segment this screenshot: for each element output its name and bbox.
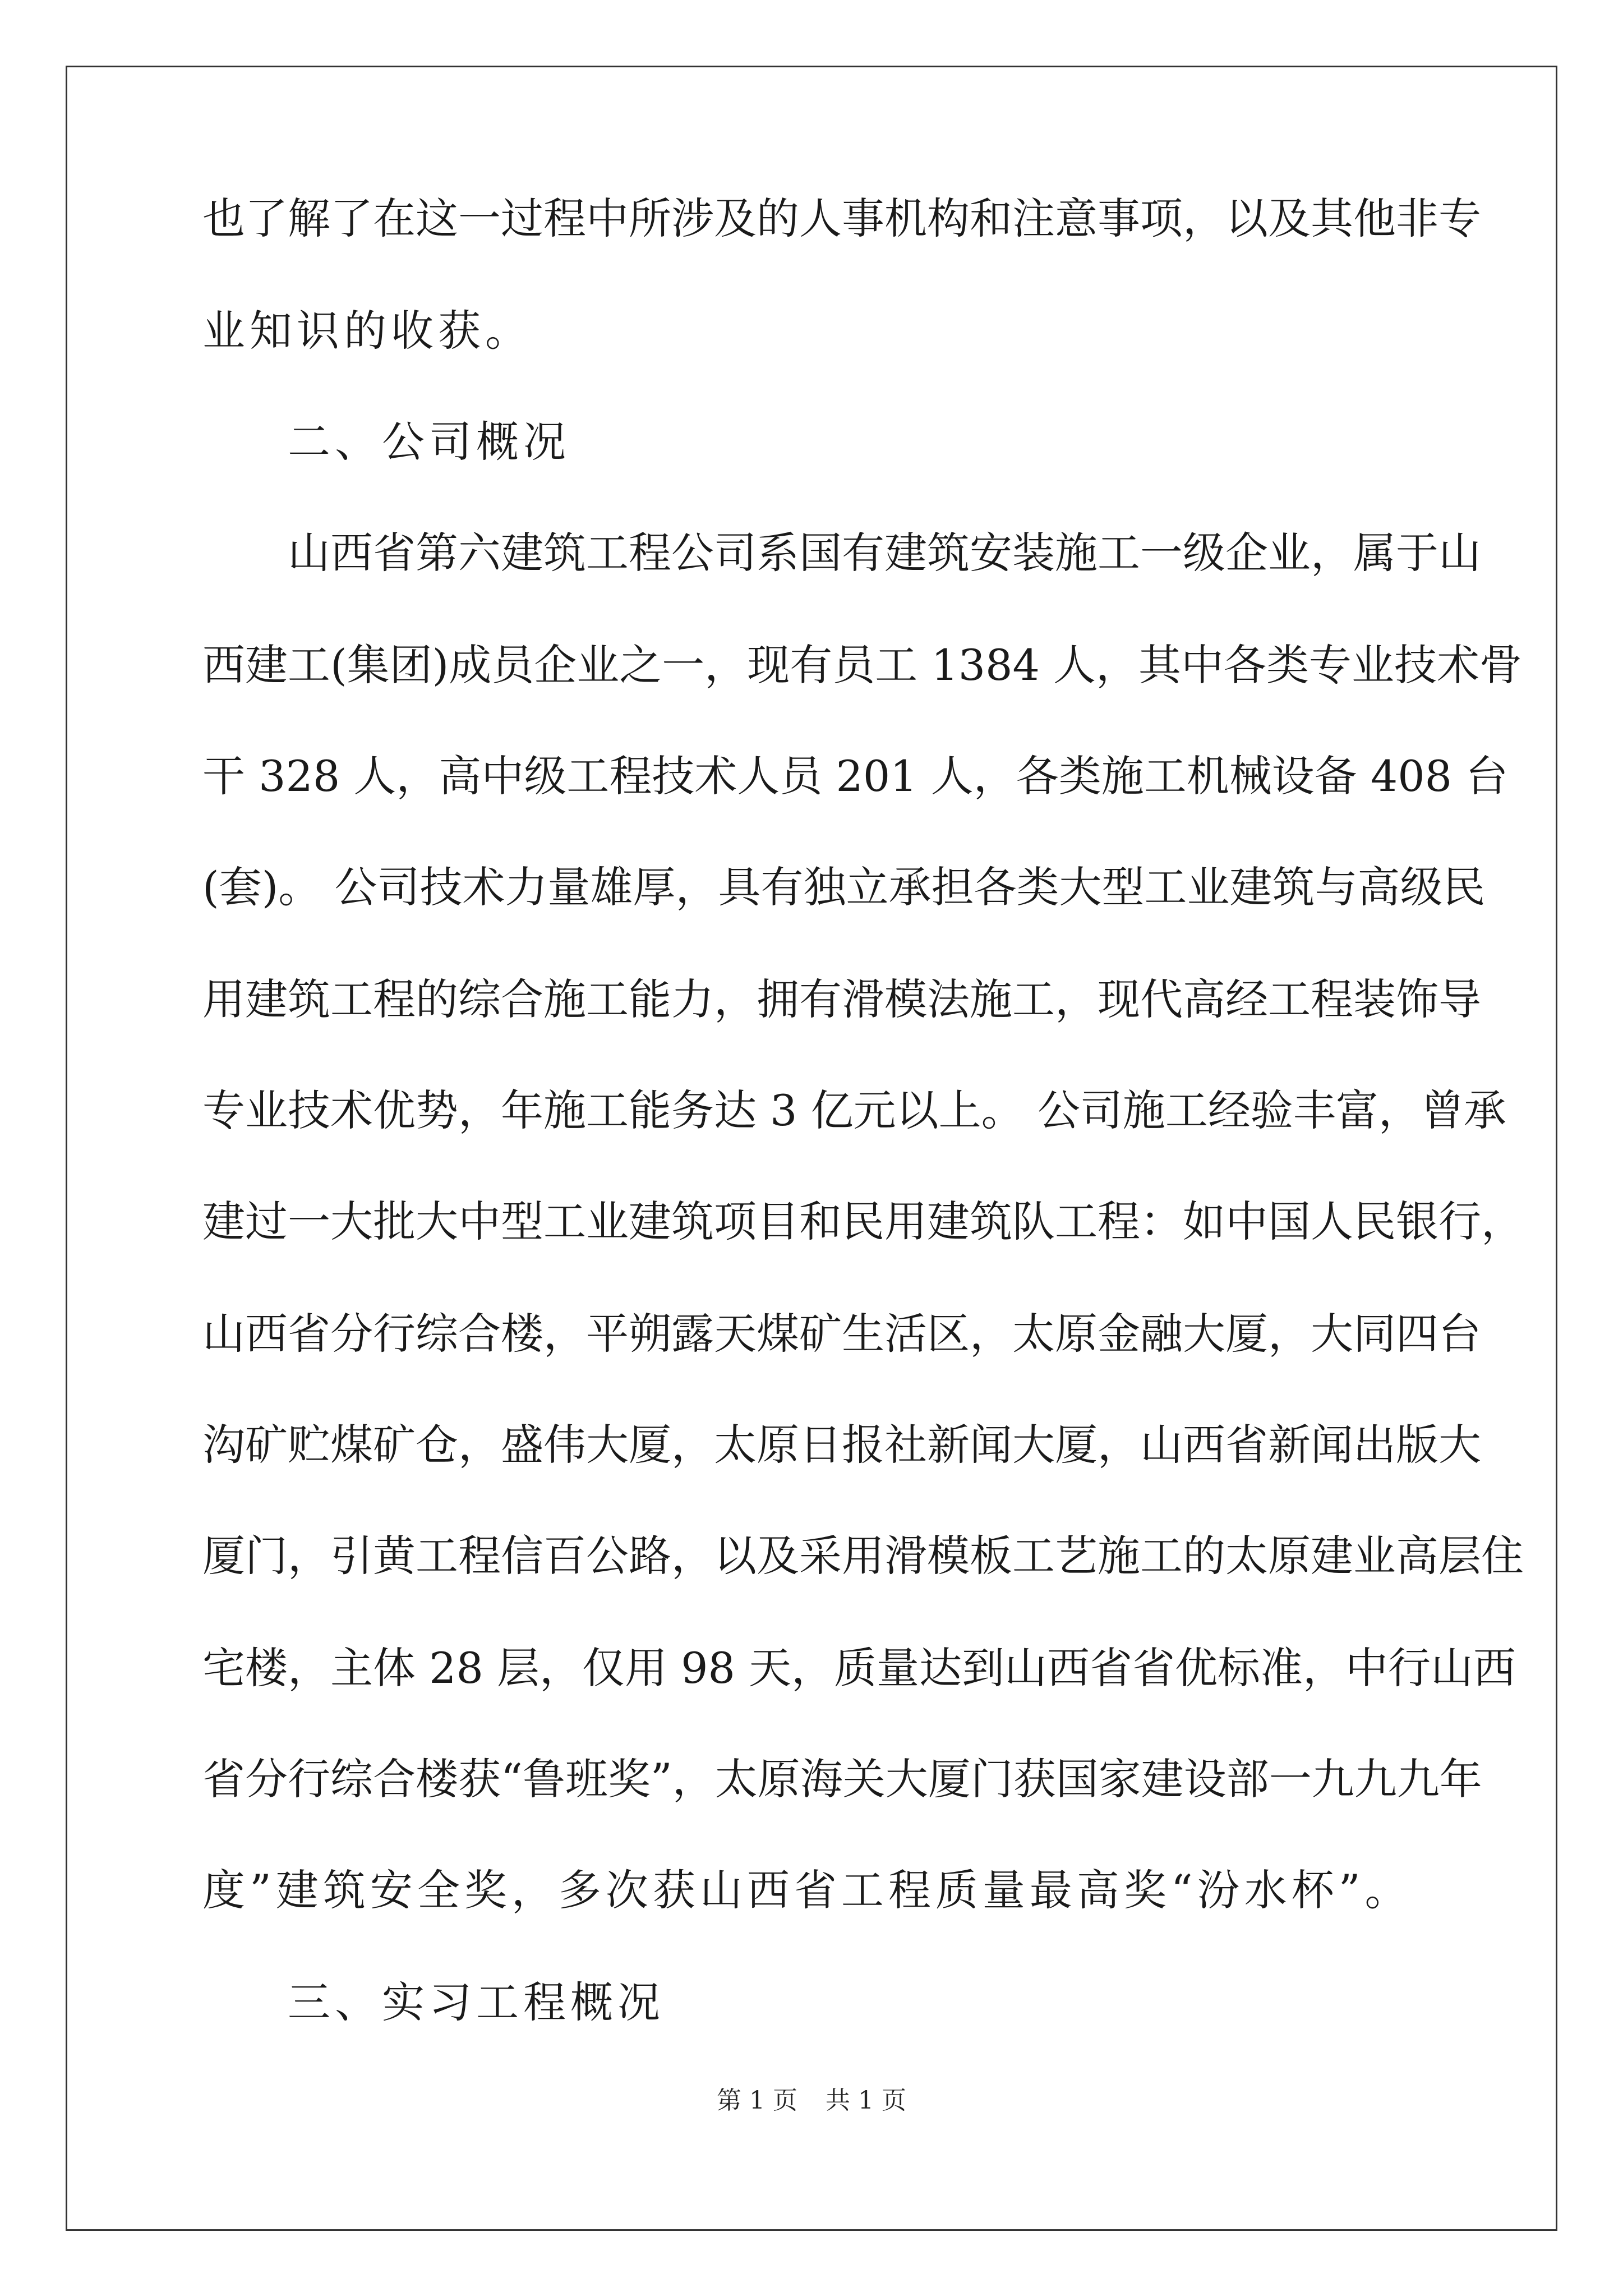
page-footer (0, 2084, 1623, 2118)
text-line: 厦门，引黄工程信百公路，以及采用滑模板工艺施工的太原建业高层住 (202, 1531, 1524, 1581)
text-line: 用建筑工程的综合施工能力，拥有滑模法施工，现代高经工程装饰导 (202, 974, 1481, 1024)
text-line: 山西省第六建筑工程公司系国有建筑安装施工一级企业，属于山 (288, 528, 1481, 578)
page-number: 第 1 页 (717, 2086, 797, 2115)
text-line: 山西省分行综合楼，平朔露天煤矿生活区，太原金融大厦，大同四台 (202, 1309, 1481, 1359)
text-line: 沟矿贮煤矿仓，盛伟大厦，太原日报社新闻大厦，山西省新闻出版大 (202, 1420, 1481, 1470)
text-line: (套)。 公司技术力量雄厚，具有独立承担各类大型工业建筑与高级民 (202, 862, 1486, 912)
text-line: 专业技术优势，年施工能务达 3 亿元以上。 公司施工经验丰富，曾承 (202, 1085, 1506, 1135)
section-heading: 二、公司概况 (288, 417, 570, 467)
text-line: 干 328 人，高中级工程技术人员 201 人，各类施工机械设备 408 台 (202, 751, 1509, 801)
text-line: 建过一大批大中型工业建筑项目和民用建筑队工程：如中国人民银行， (202, 1197, 1524, 1246)
text-line: 业知识的收获。 (202, 306, 532, 356)
text-line: 省分行综合楼获“鲁班奖”，太原海关大厦门获国家建设部一九九九年 (202, 1754, 1482, 1804)
text-line: 西建工(集团)成员企业之一，现有员工 1384 人，其中各类专业技术骨 (202, 640, 1523, 690)
page-total: 共 1 页 (826, 2086, 906, 2115)
section-heading: 三、实习工程概况 (288, 1977, 665, 2027)
text-line: 度”建筑安全奖，多次获山西省工程质量最高奖“汾水杯”。 (202, 1865, 1412, 1915)
text-line: 也了解了在这一过程中所涉及的人事机构和注意事项，以及其他非专 (202, 194, 1481, 243)
text-line: 宅楼，主体 28 层，仅用 98 天，质量达到山西省省优标准，中行山西 (202, 1643, 1516, 1693)
